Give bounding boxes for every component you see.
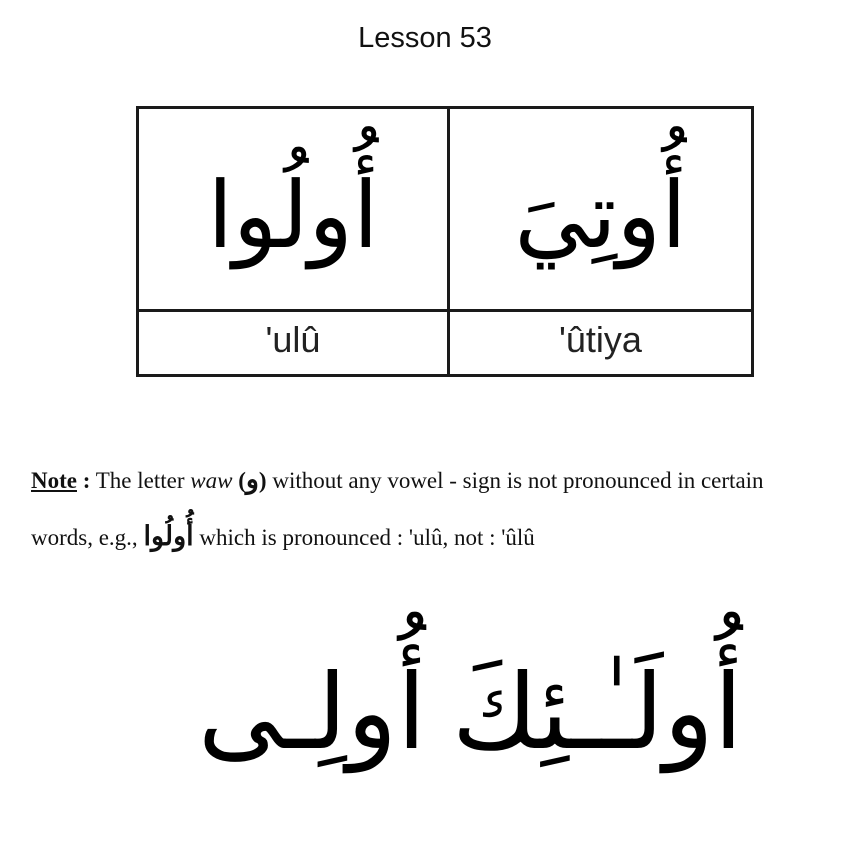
- bottom-example-words: [0, 650, 850, 800]
- note-text-2: without any vowel - sign is not pronounced in certain words, e.g.,: [31, 468, 764, 550]
- lesson-title: Lesson 53: [358, 22, 492, 54]
- note-text-3: which is pronounced : 'ulû, not : 'ûlû: [193, 525, 535, 550]
- arabic-word-ulu: أُولُوا: [207, 162, 379, 269]
- note-paragraph: [31, 452, 831, 566]
- note-example-word: أُولُوا: [143, 521, 194, 552]
- note-colon: :: [76, 468, 91, 493]
- vocab-cell-arabic-utiya: [450, 109, 751, 312]
- vocab-cell-translit-ulu: [139, 312, 450, 374]
- transliteration-ulu: 'ulû: [265, 319, 321, 360]
- waw-letter: و: [245, 464, 259, 495]
- transliteration-utiya: 'ûtiya: [559, 319, 642, 360]
- waw-name: waw: [190, 468, 233, 493]
- paren-close: ): [258, 468, 267, 493]
- arabic-word-uli: أُولِـى: [198, 651, 426, 773]
- note-label: Note: [31, 468, 77, 493]
- vocab-cell-arabic-ulu: [139, 109, 450, 312]
- arabic-word-utiya: أُوتِيَ: [514, 162, 687, 269]
- arabic-word-ulaika: أُولَـٰـئِكَ: [452, 651, 743, 773]
- vocabulary-table: [136, 106, 754, 377]
- note-text-1: The letter: [90, 468, 191, 493]
- paren-open: (: [232, 468, 246, 493]
- vocab-cell-translit-utiya: [450, 312, 751, 374]
